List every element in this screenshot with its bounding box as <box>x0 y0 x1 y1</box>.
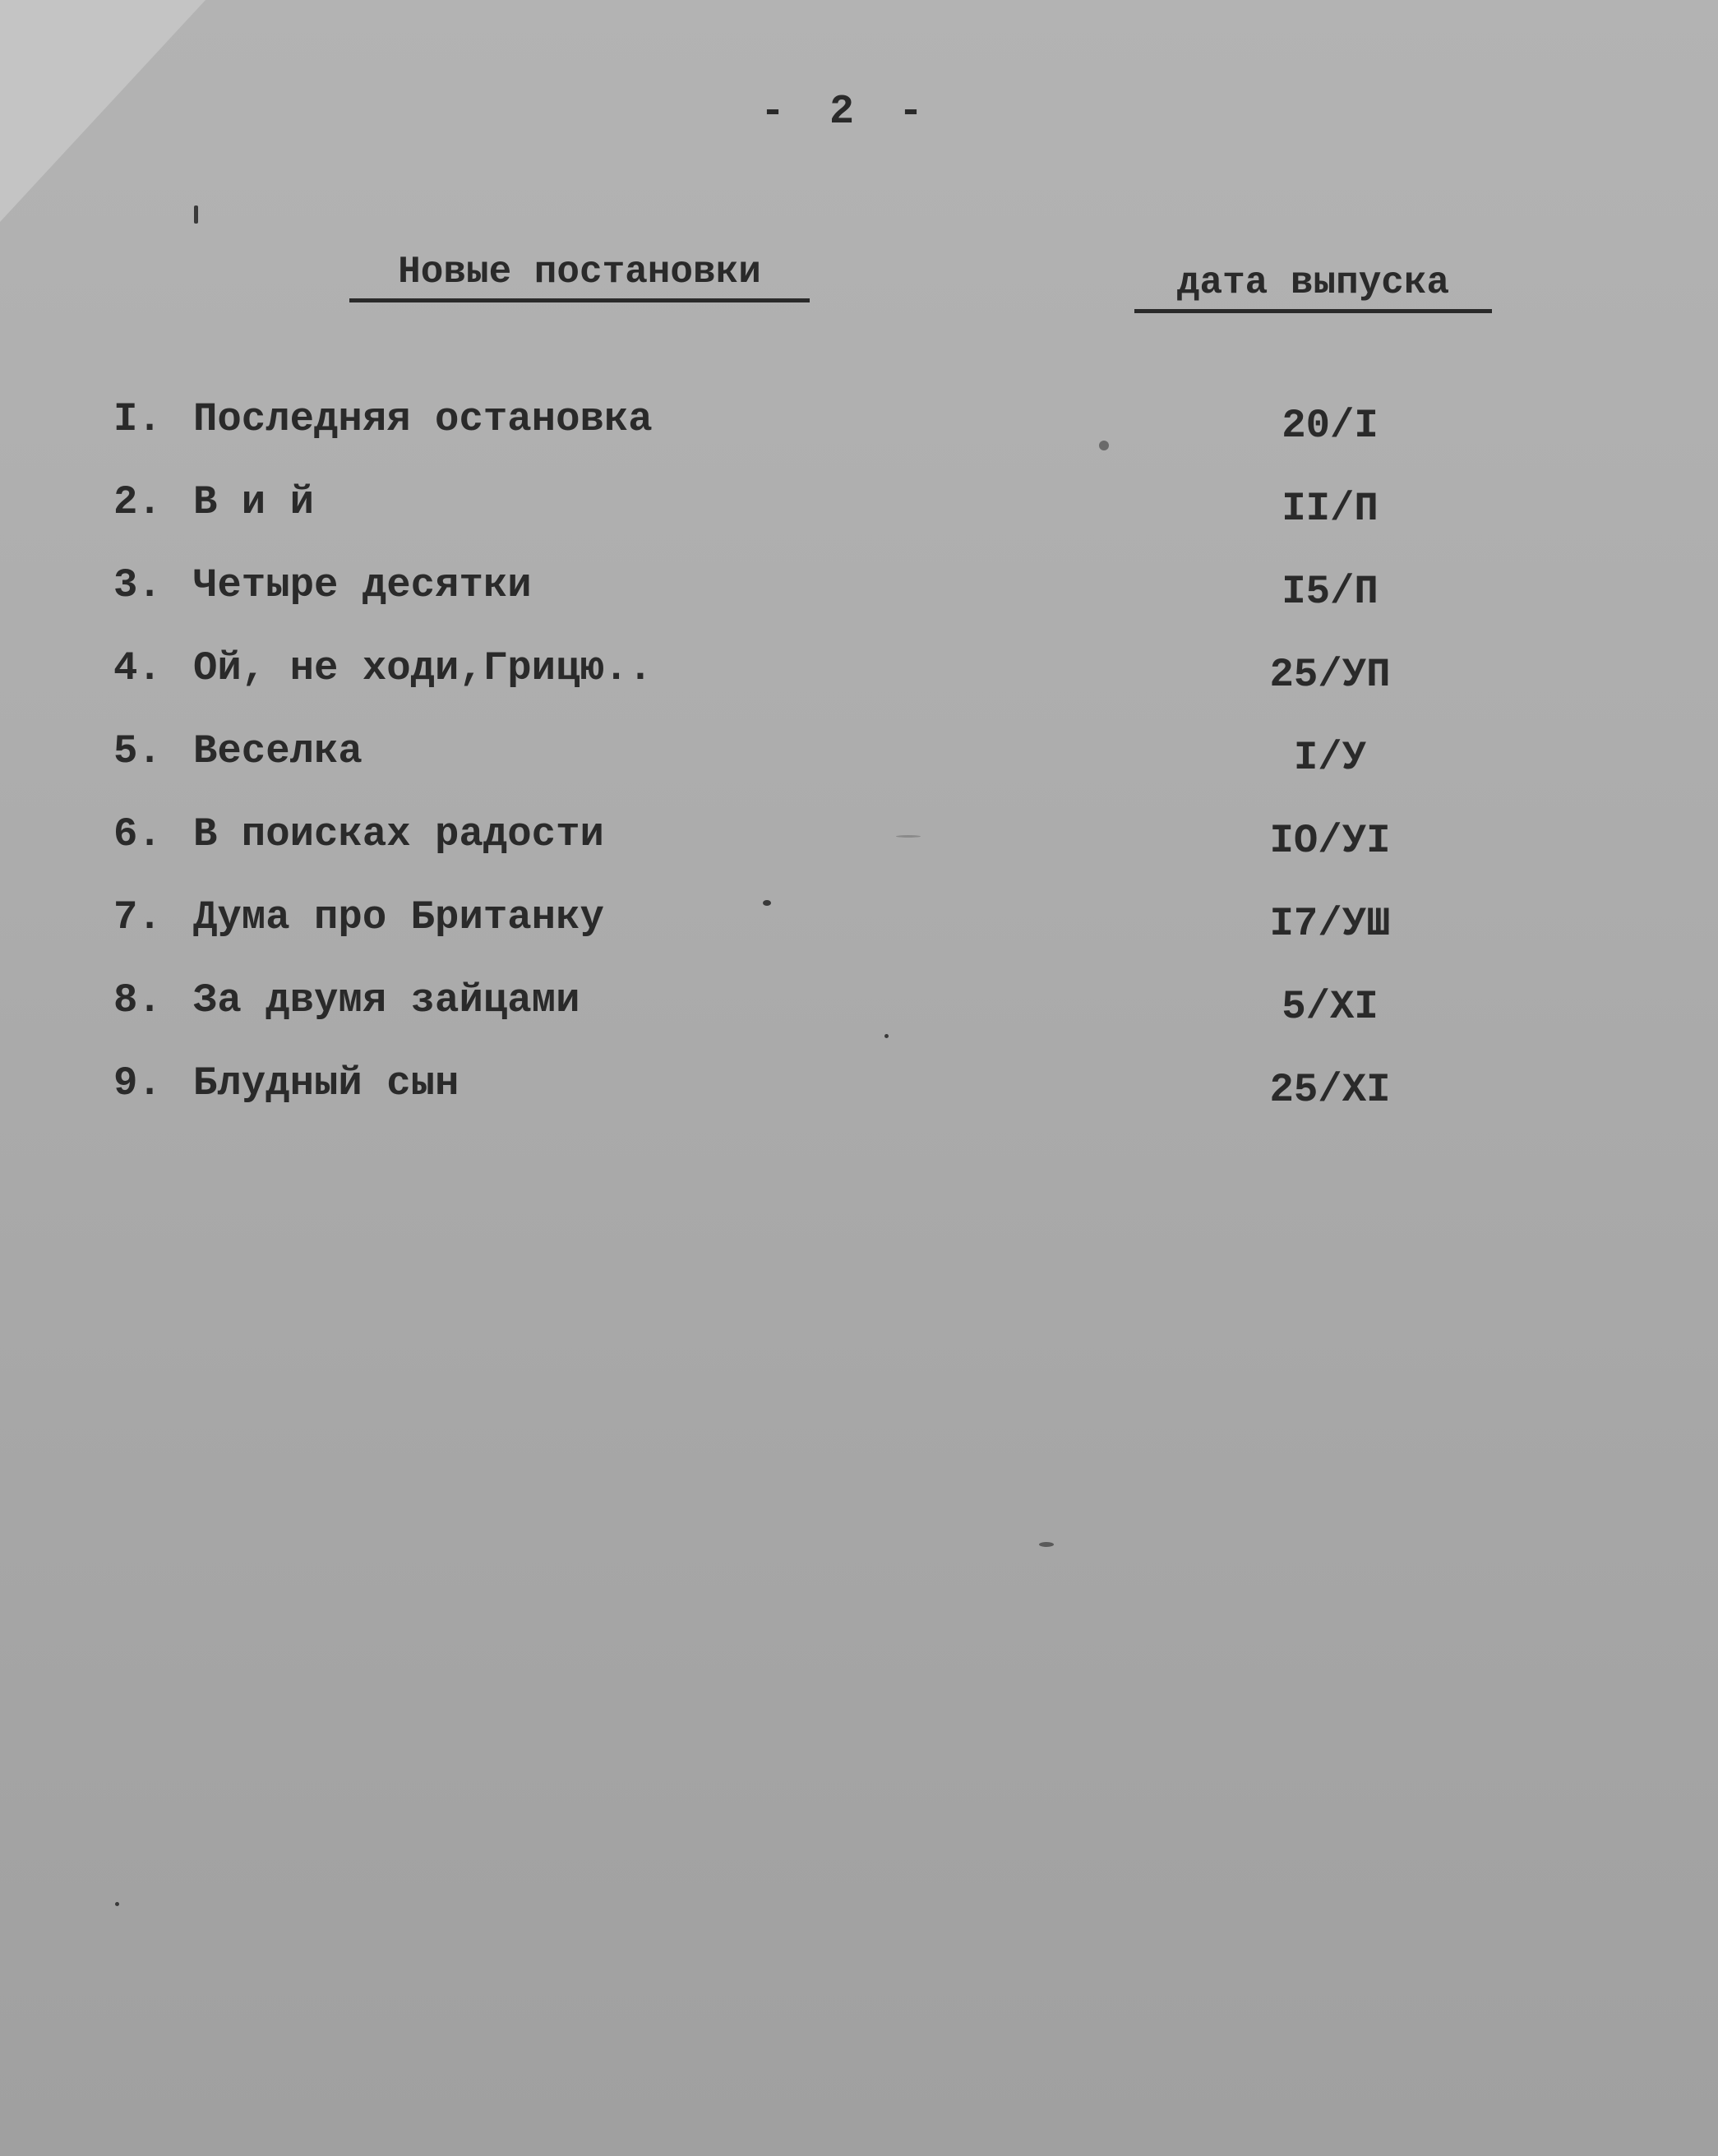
item-number: 6. <box>113 811 162 857</box>
column-header-release-date: дата выпуска <box>1134 261 1492 313</box>
list-item <box>113 977 1379 1060</box>
item-number: 5. <box>113 728 162 774</box>
item-number: 8. <box>113 977 162 1023</box>
release-date: I5/П <box>1282 569 1379 615</box>
production-title: Веселка <box>193 728 363 774</box>
release-date: IO/УI <box>1269 818 1391 864</box>
item-number: 2. <box>113 479 162 525</box>
item-number: 7. <box>113 894 162 940</box>
release-date: I/У <box>1293 735 1367 781</box>
column-header-productions: Новые постановки <box>349 251 810 302</box>
release-date: II/П <box>1282 486 1379 532</box>
production-title: В и й <box>193 479 315 525</box>
list-item <box>113 894 1391 977</box>
item-number: 4. <box>113 645 162 691</box>
page-number: - 2 - <box>760 89 934 136</box>
production-title: За двумя зайцами <box>193 977 580 1023</box>
item-number: 9. <box>113 1060 162 1106</box>
release-date: I7/УШ <box>1269 901 1391 947</box>
item-number: 3. <box>113 562 162 608</box>
production-title: Последняя остановка <box>193 396 653 442</box>
production-title: В поисках радости <box>193 811 604 857</box>
release-date: 5/XI <box>1282 984 1379 1030</box>
paper-speck <box>194 205 198 224</box>
production-title: Четыре десятки <box>193 562 532 608</box>
item-number: I. <box>113 396 162 442</box>
list-item <box>113 645 1391 728</box>
list-item <box>113 1060 1391 1143</box>
release-date: 20/I <box>1282 403 1379 449</box>
paper-speck <box>884 1034 889 1038</box>
list-item <box>113 479 1379 562</box>
page-corner-fold <box>0 0 206 222</box>
paper-speck <box>1039 1542 1054 1547</box>
list-item <box>113 396 1379 479</box>
list-item <box>113 811 1391 894</box>
paper-speck <box>763 900 771 906</box>
list-item <box>113 728 1379 811</box>
paper-speck <box>1099 441 1109 450</box>
production-title: Блудный сын <box>193 1060 460 1106</box>
paper-speck <box>896 835 921 838</box>
release-date: 25/УП <box>1269 652 1391 698</box>
list-item <box>113 562 1379 645</box>
paper-speck <box>115 1902 119 1906</box>
production-title: Ой, не ходи,Грицю.. <box>193 645 653 691</box>
productions-list <box>113 396 1391 1143</box>
release-date: 25/XI <box>1269 1067 1391 1113</box>
production-title: Дума про Британку <box>193 894 604 940</box>
